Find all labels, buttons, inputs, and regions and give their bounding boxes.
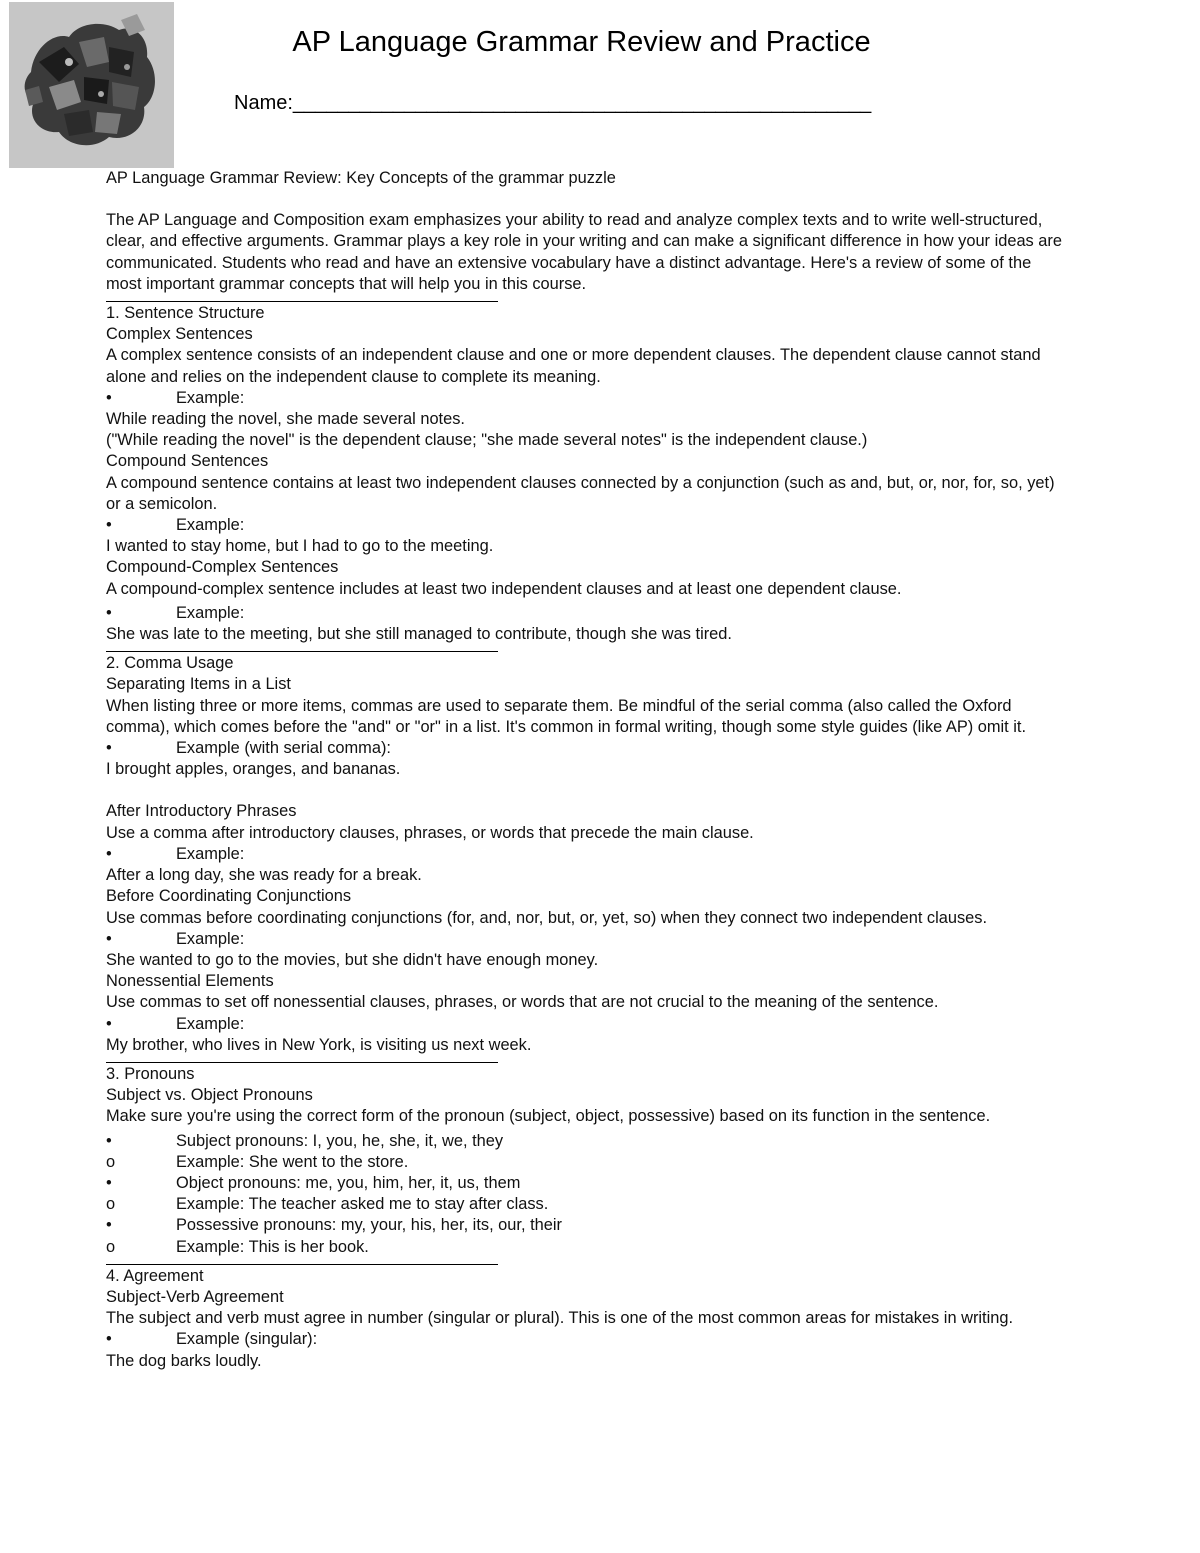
example-text: While reading the novel, she made several notes. (106, 410, 465, 429)
list-marker: o (106, 1195, 116, 1214)
bullet-marker: • (106, 739, 112, 758)
pronoun-list-item (106, 1237, 1066, 1258)
example-text: My brother, who lives in New York, is visiting us next week. (106, 1035, 532, 1054)
section-title: 3. Pronouns (106, 1064, 195, 1083)
page-title: AP Language Grammar Review and Practice (292, 26, 871, 58)
subheading: Complex Sentences (106, 325, 253, 344)
pronoun-list-item (106, 1194, 1066, 1215)
list-marker: o (106, 1152, 116, 1171)
bullet-item (106, 738, 1066, 759)
list-item-text: Example: This is her book. (176, 1237, 369, 1256)
list-marker: • (106, 1173, 112, 1192)
example-text: She was late to the meeting, but she still managed to contribute, though she was tired. (106, 625, 732, 644)
example-text: I brought apples, oranges, and bananas. (106, 760, 401, 779)
body-text: When listing three or more items, commas are used to separate them. Be mindful of the serial comma (also called the Oxford comma), which comes before the "and" or "or" in a list. It's common in formal writing, though some style guides (like AP) omit it. (106, 696, 1027, 736)
subheading: Compound Sentences (106, 452, 269, 471)
list-marker: • (106, 1131, 112, 1150)
subheading: Subject-Verb Agreement (106, 1287, 284, 1306)
section-divider (106, 1062, 498, 1063)
bullet-item (106, 603, 1066, 624)
list-item-text: Possessive pronouns: my, your, his, her, its, our, their (176, 1216, 562, 1235)
list-item-text: Object pronouns: me, you, him, her, it, us, them (176, 1173, 521, 1192)
body-text: A compound sentence contains at least two independent clauses connected by a conjunction (such as and, but, or, nor, for, so, yet) or a semicolon. (106, 473, 1055, 513)
bullet-item (106, 515, 1066, 536)
subheading: Subject vs. Object Pronouns (106, 1086, 313, 1105)
body-text: Use commas before coordinating conjunctions (for, and, nor, but, or, yet, so) when they connect two independent clauses. (106, 908, 988, 927)
example-text: She wanted to go to the movies, but she didn't have enough money. (106, 950, 599, 969)
intro-paragraph: The AP Language and Composition exam emphasizes your ability to read and analyze complex texts and to write well-structured, clear, and effective arguments. Grammar plays a key role in your writing and can make a significant difference in how your ideas are communicated. Students who read and have an extensive vocabulary have a distinct advantage. Here's a review of some of the most important grammar concepts that will help you in this course. (106, 211, 1062, 293)
example-label: Example: (176, 388, 245, 407)
body-text: Use commas to set off nonessential clauses, phrases, or words that are not crucial to the meaning of the sentence. (106, 993, 939, 1012)
subheading: Separating Items in a List (106, 675, 291, 694)
bullet-marker: • (106, 929, 112, 948)
document-body (106, 168, 1066, 1372)
bullet-marker: • (106, 603, 112, 622)
example-label: Example (singular): (176, 1330, 318, 1349)
example-label: Example: (176, 844, 245, 863)
example-label: Example (with serial comma): (176, 739, 391, 758)
list-marker: o (106, 1237, 116, 1256)
body-text: Make sure you're using the correct form of the pronoun (subject, object, possessive) based on its function in the sentence. (106, 1107, 991, 1126)
body-text: The subject and verb must agree in number (singular or plural). This is one of the most common areas for mistakes in writing. (106, 1309, 1014, 1328)
body-text: A compound-complex sentence includes at least two independent clauses and at least one dependent clause. (106, 579, 902, 598)
section-title: 1. Sentence Structure (106, 304, 265, 323)
body-text: A complex sentence consists of an independent clause and one or more dependent clauses. The dependent clause cannot stand alone and relies on the independent clause to complete its meaning. (106, 346, 1041, 386)
bullet-marker: • (106, 516, 112, 535)
bullet-item (106, 844, 1066, 865)
bullet-item (106, 1329, 1066, 1350)
bullet-item (106, 1014, 1066, 1035)
list-marker: • (106, 1216, 112, 1235)
section-divider (106, 651, 498, 652)
name-label: Name: (234, 92, 293, 114)
bullet-item (106, 929, 1066, 950)
name-blank: ____________________________________________________ (292, 92, 872, 114)
bullet-marker: • (106, 1014, 112, 1033)
section-title: 4. Agreement (106, 1266, 204, 1285)
bullet-marker: • (106, 1330, 112, 1349)
pronoun-list-item (106, 1215, 1066, 1236)
subheading: Compound-Complex Sentences (106, 558, 339, 577)
bullet-marker: • (106, 844, 112, 863)
example-text: After a long day, she was ready for a break. (106, 866, 422, 885)
subheading: Nonessential Elements (106, 972, 274, 991)
section-divider (106, 301, 498, 302)
body-text: Use a comma after introductory clauses, phrases, or words that precede the main clause. (106, 823, 754, 842)
pronoun-list-item (106, 1173, 1066, 1194)
intro-heading: AP Language Grammar Review: Key Concepts of the grammar puzzle (106, 169, 616, 187)
example-label: Example: (176, 516, 245, 535)
section-divider (106, 1264, 498, 1265)
example-label: Example: (176, 1014, 245, 1033)
list-item-text: Example: She went to the store. (176, 1152, 409, 1171)
name-field-line (234, 92, 871, 115)
pronoun-list-item (106, 1152, 1066, 1173)
list-item-text: Subject pronouns: I, you, he, she, it, we, they (176, 1131, 504, 1150)
example-text: I wanted to stay home, but I had to go to the meeting. (106, 537, 494, 556)
list-item-text: Example: The teacher asked me to stay after class. (176, 1195, 549, 1214)
bullet-marker: • (106, 388, 112, 407)
subheading: Before Coordinating Conjunctions (106, 887, 352, 906)
example-label: Example: (176, 929, 245, 948)
example-text: The dog barks loudly. (106, 1351, 262, 1370)
section-title: 2. Comma Usage (106, 654, 234, 673)
note-text: ("While reading the novel" is the dependent clause; "she made several notes" is the independent clause.) (106, 431, 868, 450)
example-label: Example: (176, 603, 245, 622)
subheading: After Introductory Phrases (106, 802, 297, 821)
bullet-item (106, 388, 1066, 409)
pronoun-list-item (106, 1131, 1066, 1152)
